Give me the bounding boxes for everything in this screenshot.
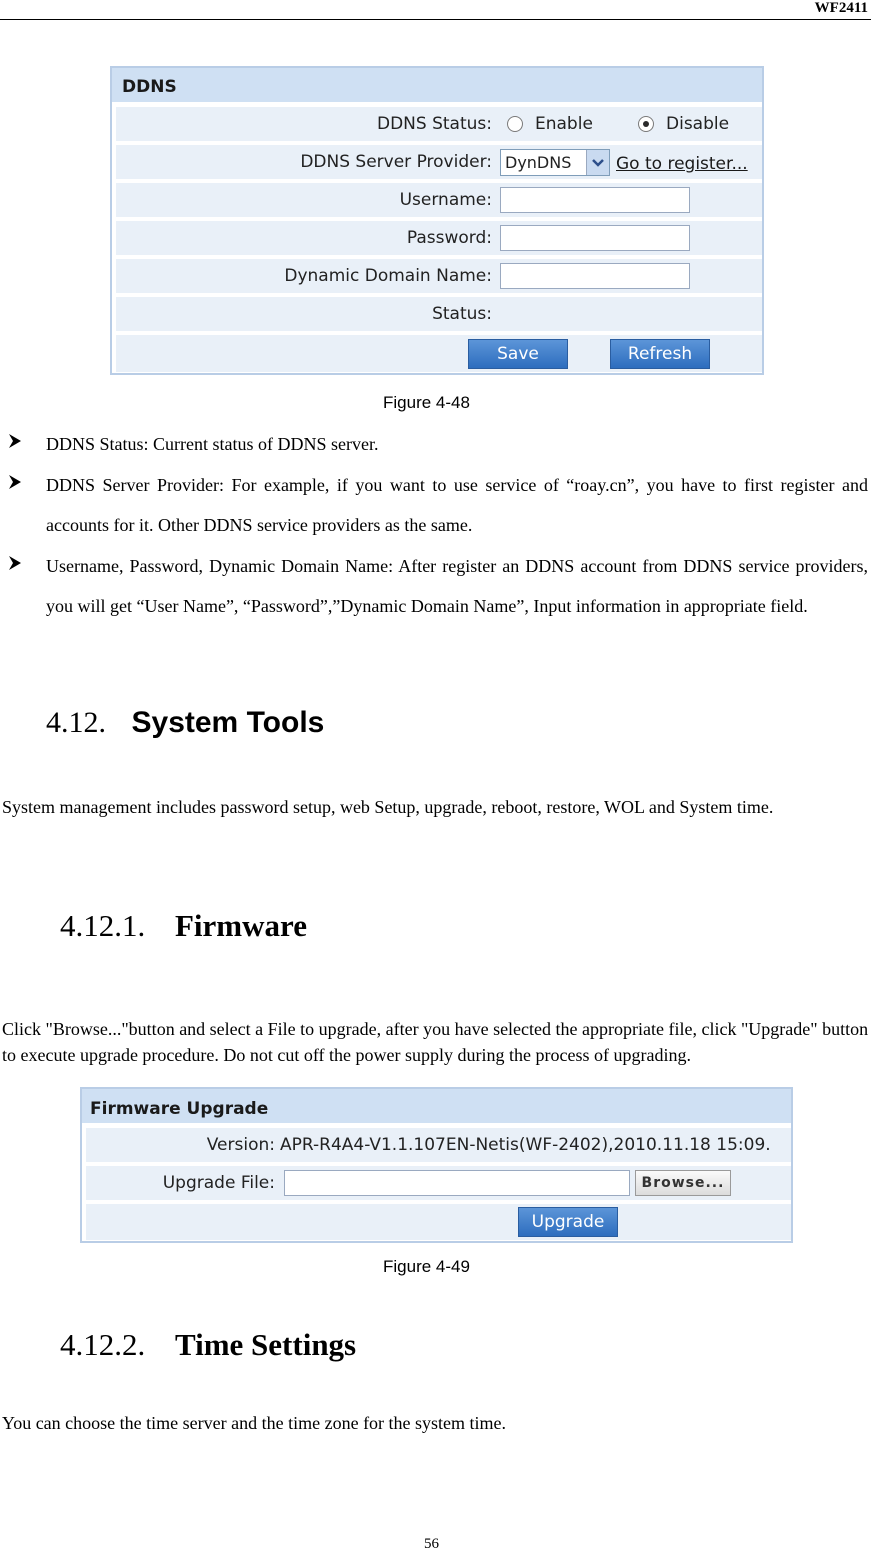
disable-label: Disable <box>666 114 730 134</box>
figure-4-48-caption: Figure 4-48 <box>383 393 470 412</box>
section-4-12-1-title: Firmware <box>175 908 307 943</box>
section-4-12-2-number: 4.12.2. <box>60 1327 146 1362</box>
section-4-12-title: System Tools <box>131 706 325 739</box>
browse-button[interactable]: Browse... <box>635 1170 731 1196</box>
register-link[interactable]: Go to register... <box>616 154 748 174</box>
password-input[interactable] <box>500 225 690 251</box>
page-number: 56 <box>424 1536 439 1552</box>
ddns-panel-title: DDNS <box>112 68 762 102</box>
section-4-12-1-heading <box>60 908 307 944</box>
ddns-panel <box>110 66 764 375</box>
section-4-12-2-title: Time Settings <box>175 1327 357 1362</box>
ddns-status-row <box>116 106 762 142</box>
enable-radio[interactable] <box>507 116 523 132</box>
password-row <box>116 220 762 256</box>
header-rule <box>0 19 871 20</box>
provider-select[interactable] <box>500 149 610 176</box>
section-4-12-2-heading <box>60 1327 356 1363</box>
domain-label: Dynamic Domain Name: <box>284 266 492 286</box>
figure-4-49-caption: Figure 4-49 <box>383 1257 470 1276</box>
status-row-label: Status: <box>432 304 492 324</box>
username-input[interactable] <box>500 187 690 213</box>
provider-label: DDNS Server Provider: <box>300 152 492 172</box>
time-settings-text: You can choose the time server and the time zone for the system time. <box>2 1413 507 1433</box>
domain-input[interactable] <box>500 263 690 289</box>
username-label: Username: <box>399 190 492 210</box>
enable-label: Enable <box>535 114 593 134</box>
header-model: WF2411 <box>814 0 868 16</box>
save-button[interactable]: Save <box>468 339 568 369</box>
arrowhead-bullet-icon <box>8 555 22 576</box>
bullet-text-2: DDNS Server Provider: For example, if you want to use service of “roay.cn”, you have to first register and accounts for it. Other DDNS service providers as the same. <box>46 475 868 535</box>
bullet-item-1 <box>8 424 868 464</box>
ddns-status-label: DDNS Status: <box>377 114 492 134</box>
bullet-item-3 <box>8 546 868 626</box>
chevron-down-icon[interactable] <box>586 150 609 175</box>
domain-row <box>116 258 762 294</box>
version-value: APR-R4A4-V1.1.107EN-Netis(WF-2402),2010.11.18 15:09. <box>280 1135 771 1155</box>
system-tools-text: System management includes password setup, web Setup, upgrade, reboot, restore, WOL and System time. <box>2 797 774 817</box>
provider-select-value: DynDNS <box>505 153 572 172</box>
status-row <box>116 296 762 332</box>
bullet-text-3: Username, Password, Dynamic Domain Name: After register an DDNS account from DDNS service providers, you will get “User Name”, “Password”,”Dynamic Domain Name”, Input information in appropriate field. <box>46 556 868 616</box>
arrowhead-bullet-icon <box>8 433 22 454</box>
disable-radio[interactable] <box>638 116 654 132</box>
refresh-button[interactable]: Refresh <box>610 339 710 369</box>
firmware-text: Click "Browse..."button and select a File to upgrade, after you have selected the appropriate file, click "Upgrade" button to execute upgrade procedure. Do not cut off the power supply during the process of upgrading. <box>2 1019 869 1065</box>
firmware-panel <box>80 1087 793 1243</box>
password-label: Password: <box>406 228 492 248</box>
section-4-12-number: 4.12. <box>46 706 106 739</box>
version-label: Version: <box>206 1135 275 1155</box>
version-row <box>86 1127 791 1163</box>
arrowhead-bullet-icon <box>8 474 22 495</box>
firmware-panel-title: Firmware Upgrade <box>82 1089 791 1123</box>
section-4-12-1-number: 4.12.1. <box>60 908 146 943</box>
upgrade-file-input[interactable] <box>284 1170 630 1196</box>
upgrade-file-row <box>86 1165 791 1201</box>
ddns-buttons-row <box>116 334 762 373</box>
upgrade-file-label: Upgrade File: <box>162 1173 275 1193</box>
username-row <box>116 182 762 218</box>
radio-selected-dot <box>643 121 649 127</box>
section-4-12-heading <box>46 706 324 740</box>
upgrade-button-row <box>86 1203 791 1241</box>
ddns-provider-row <box>116 144 762 180</box>
bullet-item-2 <box>8 465 868 545</box>
upgrade-button[interactable]: Upgrade <box>518 1207 618 1237</box>
bullet-text-1: DDNS Status: Current status of DDNS server. <box>46 434 379 454</box>
